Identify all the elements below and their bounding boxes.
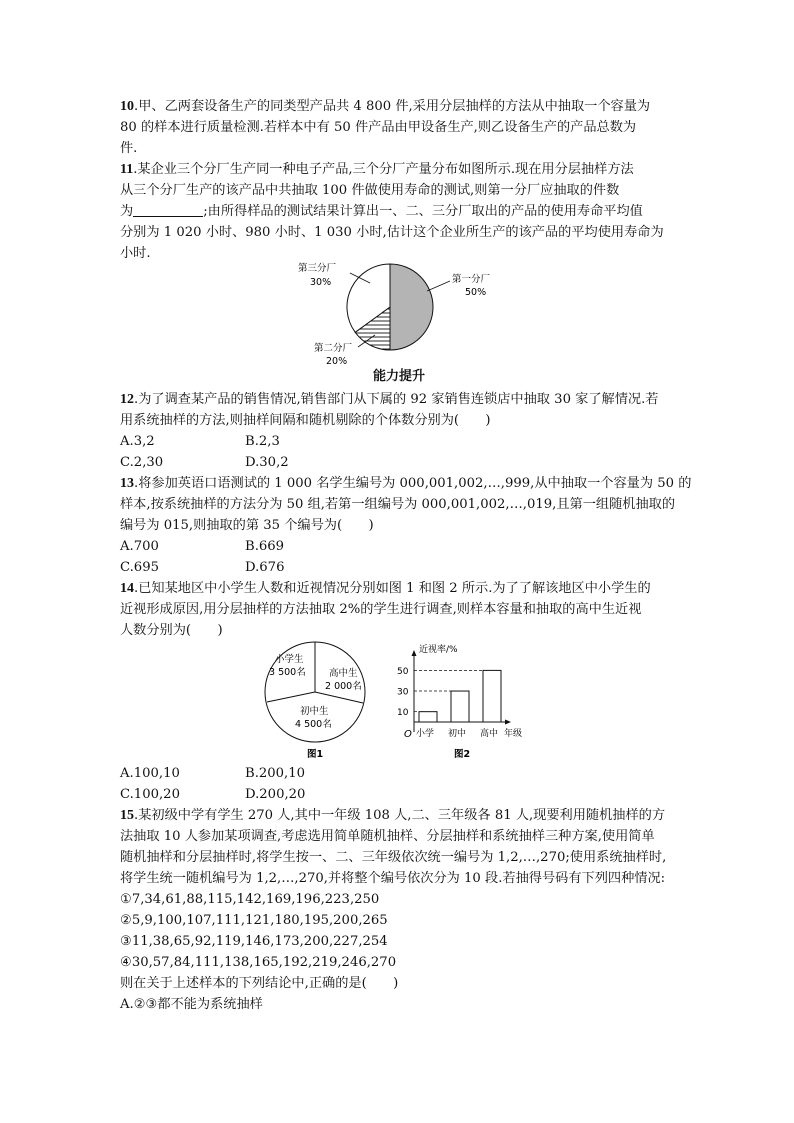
q14-option-c[interactable]: C.100,20 bbox=[120, 787, 180, 802]
student-pie-chart bbox=[255, 640, 385, 765]
q11-text-3b: ;由所得样品的测试结果计算出一、二、三分厂取出的产品的使用寿命平均值 bbox=[203, 204, 643, 219]
fig1-count-senior: 2 000名 bbox=[325, 681, 362, 692]
q14-line-3: 人数分别为( ) bbox=[120, 623, 223, 638]
q14-line-2: 近视形成原因,用分层抽样的方法抽取 2%的学生进行调查,则样本容量和抽取的高中生近视 bbox=[120, 602, 642, 617]
q11-line-2: 从三个分厂生产的该产品中共抽取 100 件做使用寿命的测试,则第一分厂应抽取的件数 bbox=[120, 183, 620, 198]
q15-line-3: 随机抽样和分层抽样时,将学生按一、二、三年级依次统一编号为 1,2,…,270;使用系统抽样时, bbox=[120, 850, 667, 865]
fig2-caption: 图2 bbox=[454, 749, 471, 760]
q15-line-4: 将学生统一随机编号为 1,2,…,270,并将整个编号依次分为 10 段.若抽得号码有下列四种情况: bbox=[120, 871, 666, 886]
q14-text-1: .已知某地区中小学生人数和近视情况分别如图 1 和图 2 所示.为了了解该地区中小学生的 bbox=[134, 581, 651, 596]
myopia-bar-chart bbox=[395, 640, 545, 765]
q12-line-2: 用系统抽样的方法,则抽样间隔和随机剔除的个体数分别为( ) bbox=[120, 413, 491, 428]
pie-pct-factory-2: 20% bbox=[326, 356, 348, 367]
y-tick-label: 30 bbox=[397, 687, 409, 698]
y-axis-label: 近视率/% bbox=[419, 645, 458, 655]
q12-option-c[interactable]: C.2,30 bbox=[120, 455, 164, 470]
q11-line-4: 分别为 1 020 小时、980 小时、1 030 小时,估计这个企业所生产的该产品的平均使用寿命为 bbox=[120, 225, 664, 240]
q13-text-1: .将参加英语口语测试的 1 000 名学生编号为 000,001,002,…,999,从中抽取一个容量为 50 的 bbox=[134, 476, 692, 491]
y-tick-label: 50 bbox=[397, 666, 409, 677]
q11-line-5: 小时. bbox=[120, 246, 151, 261]
q10-line-2: 80 的样本进行质量检测.若样本中有 50 件产品由甲设备生产,则乙设备生产的产品总数为 bbox=[120, 120, 637, 135]
q13-line-3: 编号为 015,则抽取的第 35 个编号为( ) bbox=[120, 518, 374, 533]
q15-case-1: ①7,34,61,88,115,142,169,196,223,250 bbox=[120, 892, 380, 907]
y-tick-label: 10 bbox=[397, 708, 409, 719]
q11-text-1: .某企业三个分厂生产同一种电子产品,三个分厂产量分布如图所示.现在用分层抽样方法 bbox=[133, 162, 634, 177]
q11-line-1 bbox=[120, 161, 634, 179]
q11-number: 11 bbox=[120, 162, 134, 177]
q12-option-b[interactable]: B.2,3 bbox=[245, 434, 280, 449]
q15-number: 15 bbox=[120, 808, 134, 823]
pie-label-factory-1: 第一分厂 bbox=[452, 274, 491, 285]
q15-case-2: ②5,9,100,107,111,121,180,195,200,265 bbox=[120, 913, 388, 928]
x-tick-label: 高中 bbox=[480, 729, 499, 739]
q15-line-2: 法抽取 10 人参加某项调查,考虑选用简单随机抽样、分层抽样和系统抽样三种方案,使用简单 bbox=[120, 829, 655, 844]
x-tick-label: 初中 bbox=[448, 729, 467, 739]
x-axis-label: 年级 bbox=[504, 729, 523, 739]
y-axis-arrow bbox=[412, 650, 417, 656]
answer-blank[interactable] bbox=[133, 203, 203, 217]
fig1-count-primary: 3 500名 bbox=[269, 667, 306, 678]
pie-label-factory-2: 第二分厂 bbox=[314, 343, 353, 354]
section-title: 能力提升 bbox=[373, 369, 426, 384]
q14-number: 14 bbox=[120, 581, 134, 596]
q13-option-a[interactable]: A.700 bbox=[120, 539, 159, 554]
pie-pct-factory-1: 50% bbox=[465, 287, 487, 298]
q13-number: 13 bbox=[120, 476, 134, 491]
q15-case-3: ③11,38,65,92,119,146,173,200,227,254 bbox=[120, 934, 388, 949]
fig1-count-junior: 4 500名 bbox=[295, 719, 332, 730]
q13-option-b[interactable]: B.669 bbox=[245, 539, 285, 554]
pie-pct-factory-3: 30% bbox=[310, 277, 332, 288]
q14-option-d[interactable]: D.200,20 bbox=[245, 787, 306, 802]
q12-text-1: .为了调查某产品的销售情况,销售部门从下属的 92 家销售连锁店中抽取 30 家了解情况.若 bbox=[134, 392, 659, 407]
q13-option-d[interactable]: D.676 bbox=[245, 560, 285, 575]
q11-line-3 bbox=[120, 203, 643, 221]
q15-option-a[interactable]: A.②③都不能为系统抽样 bbox=[120, 997, 263, 1012]
q10-line-1 bbox=[120, 98, 650, 116]
q14-line-1 bbox=[120, 580, 651, 598]
fig1-label-junior: 初中生 bbox=[300, 706, 329, 717]
q12-line-1 bbox=[120, 391, 658, 409]
fig1-label-senior: 高中生 bbox=[329, 668, 358, 679]
bar-2 bbox=[451, 691, 469, 722]
factory-pie-chart bbox=[290, 255, 520, 370]
pie-slice-factory-1 bbox=[390, 264, 433, 350]
q14-option-a[interactable]: A.100,10 bbox=[120, 766, 180, 781]
q12-option-a[interactable]: A.3,2 bbox=[120, 434, 155, 449]
q13-line-1 bbox=[120, 475, 691, 493]
pie-label-factory-3: 第三分厂 bbox=[298, 263, 337, 274]
q12-option-d[interactable]: D.30,2 bbox=[245, 455, 289, 470]
q15-text-1: .某初级中学有学生 270 人,其中一年级 108 人,二、三年级各 81 人,现要利用随机抽样的方 bbox=[134, 808, 666, 823]
x-tick-label: 小学 bbox=[416, 729, 435, 739]
q11-text-3a: 为 bbox=[120, 204, 134, 219]
bar-1 bbox=[419, 712, 437, 722]
bar-3 bbox=[483, 670, 501, 722]
origin-label: O bbox=[404, 729, 412, 740]
q10-text-1: .甲、乙两套设备生产的同类型产品共 4 800 件,采用分层抽样的方法从中抽取一个容量为 bbox=[134, 99, 651, 114]
q15-case-4: ④30,57,84,111,138,165,192,219,246,270 bbox=[120, 955, 397, 970]
x-axis-arrow bbox=[505, 720, 511, 725]
q10-number: 10 bbox=[120, 99, 134, 114]
fig1-caption: 图1 bbox=[307, 749, 324, 760]
q10-line-3: 件. bbox=[120, 141, 138, 156]
q12-number: 12 bbox=[120, 392, 134, 407]
q13-line-2: 样本,按系统抽样的方法分为 50 组,若第一组编号为 000,001,002,…,019,且第一组随机抽取的 bbox=[120, 497, 676, 512]
q15-line-1 bbox=[120, 807, 665, 825]
q15-line-5: 则在关于上述样本的下列结论中,正确的是( ) bbox=[120, 976, 399, 991]
fig1-label-primary: 小学生 bbox=[275, 654, 304, 665]
q14-option-b[interactable]: B.200,10 bbox=[245, 766, 306, 781]
q13-option-c[interactable]: C.695 bbox=[120, 560, 159, 575]
